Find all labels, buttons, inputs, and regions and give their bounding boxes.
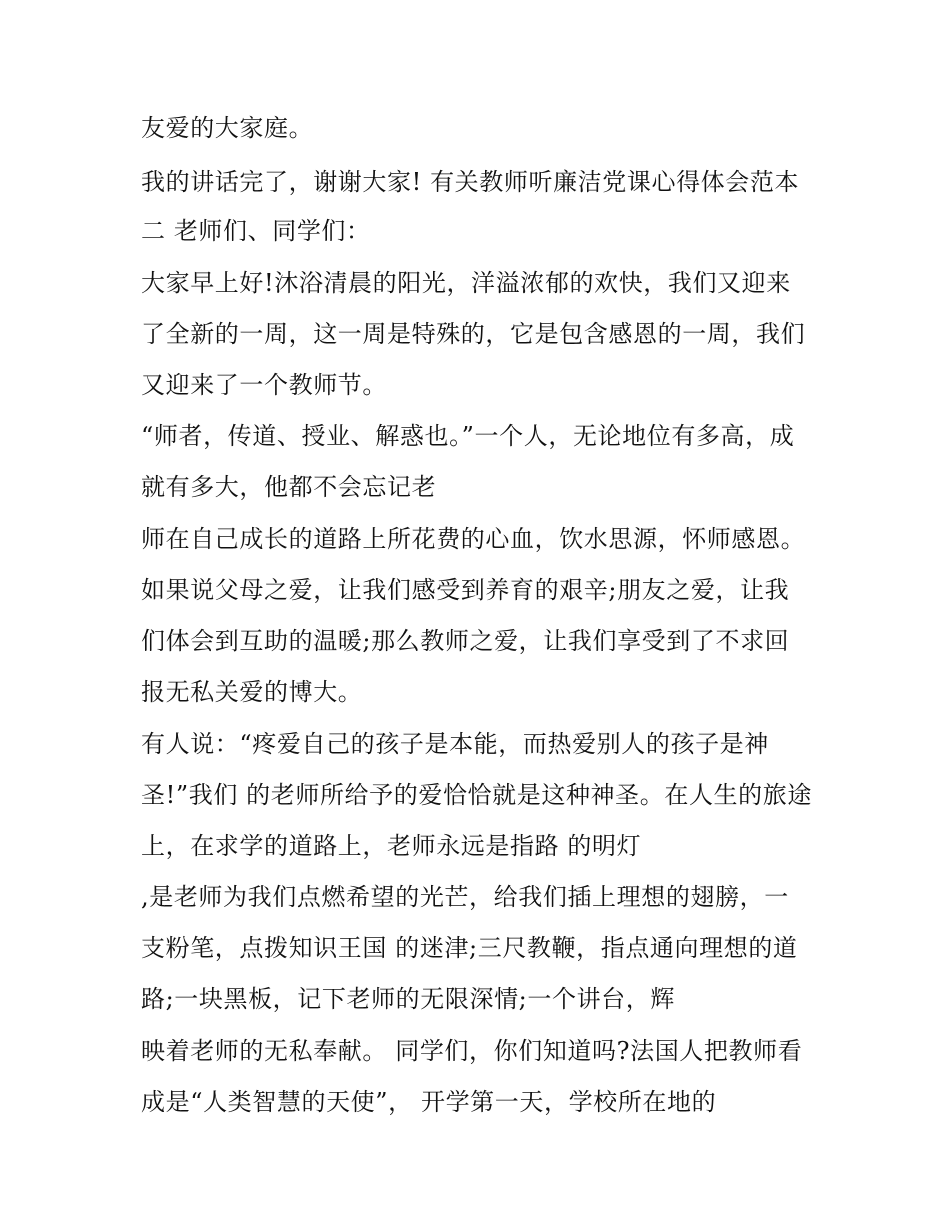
text-line: “师者，传道、授业、解惑也。”一个人，无论地位有多高，成 (141, 422, 795, 450)
text-line: 们体会到互助的温暖;那么教师之爱，让我们享受到了不求回 (141, 627, 790, 655)
text-line: 如果说父母之爱，让我们感受到养育的艰辛;朋友之爱，让我 (141, 576, 790, 604)
text-line: ,是老师为我们点燃希望的光芒，给我们插上理想的翅膀，一 (141, 883, 789, 911)
text-line: 了全新的一周，这一周是特殊的，它是包含感恩的一周，我们 (141, 320, 806, 348)
text-line: 支粉笔，点拨知识王国 的迷津;三尺教鞭，指点通向理想的道 (141, 934, 798, 962)
text-line: 报无私关爱的博大。 (141, 678, 363, 706)
text-line: 二 老师们、同学们： (141, 217, 371, 245)
text-line: 我的讲话完了，谢谢大家! 有关教师听廉洁党课心得体会范本 (141, 168, 800, 196)
text-line: 映着老师的无私奉献。 同学们，你们知道吗?法国人把教师看 (141, 1037, 803, 1065)
text-line: 上，在求学的道路上，老师永远是指路 的明灯 (141, 832, 642, 860)
text-line: 大家早上好!沐浴清晨的阳光，洋溢浓郁的欢快，我们又迎来 (141, 269, 791, 297)
text-line: 又迎来了一个教师节。 (141, 371, 387, 399)
text-line: 路;一块黑板，记下老师的无限深情;一个讲台，辉 (141, 985, 675, 1013)
text-line: 有人说：“疼爱自己的孩子是本能，而热爱别人的孩子是神 (141, 730, 769, 758)
text-line: 师在自己成长的道路上所花费的心血，饮水思源，怀师感恩。 (141, 525, 806, 553)
text-line: 友爱的大家庭。 (141, 114, 314, 142)
text-line: 就有多大，他都不会忘记老 (141, 473, 437, 501)
text-line: 成是“人类智慧的天使”， 开学第一天，学校所在地的 (141, 1088, 717, 1116)
text-line: 圣!”我们 的老师所给予的爱恰恰就是这种神圣。在人生的旅途 (141, 781, 812, 809)
